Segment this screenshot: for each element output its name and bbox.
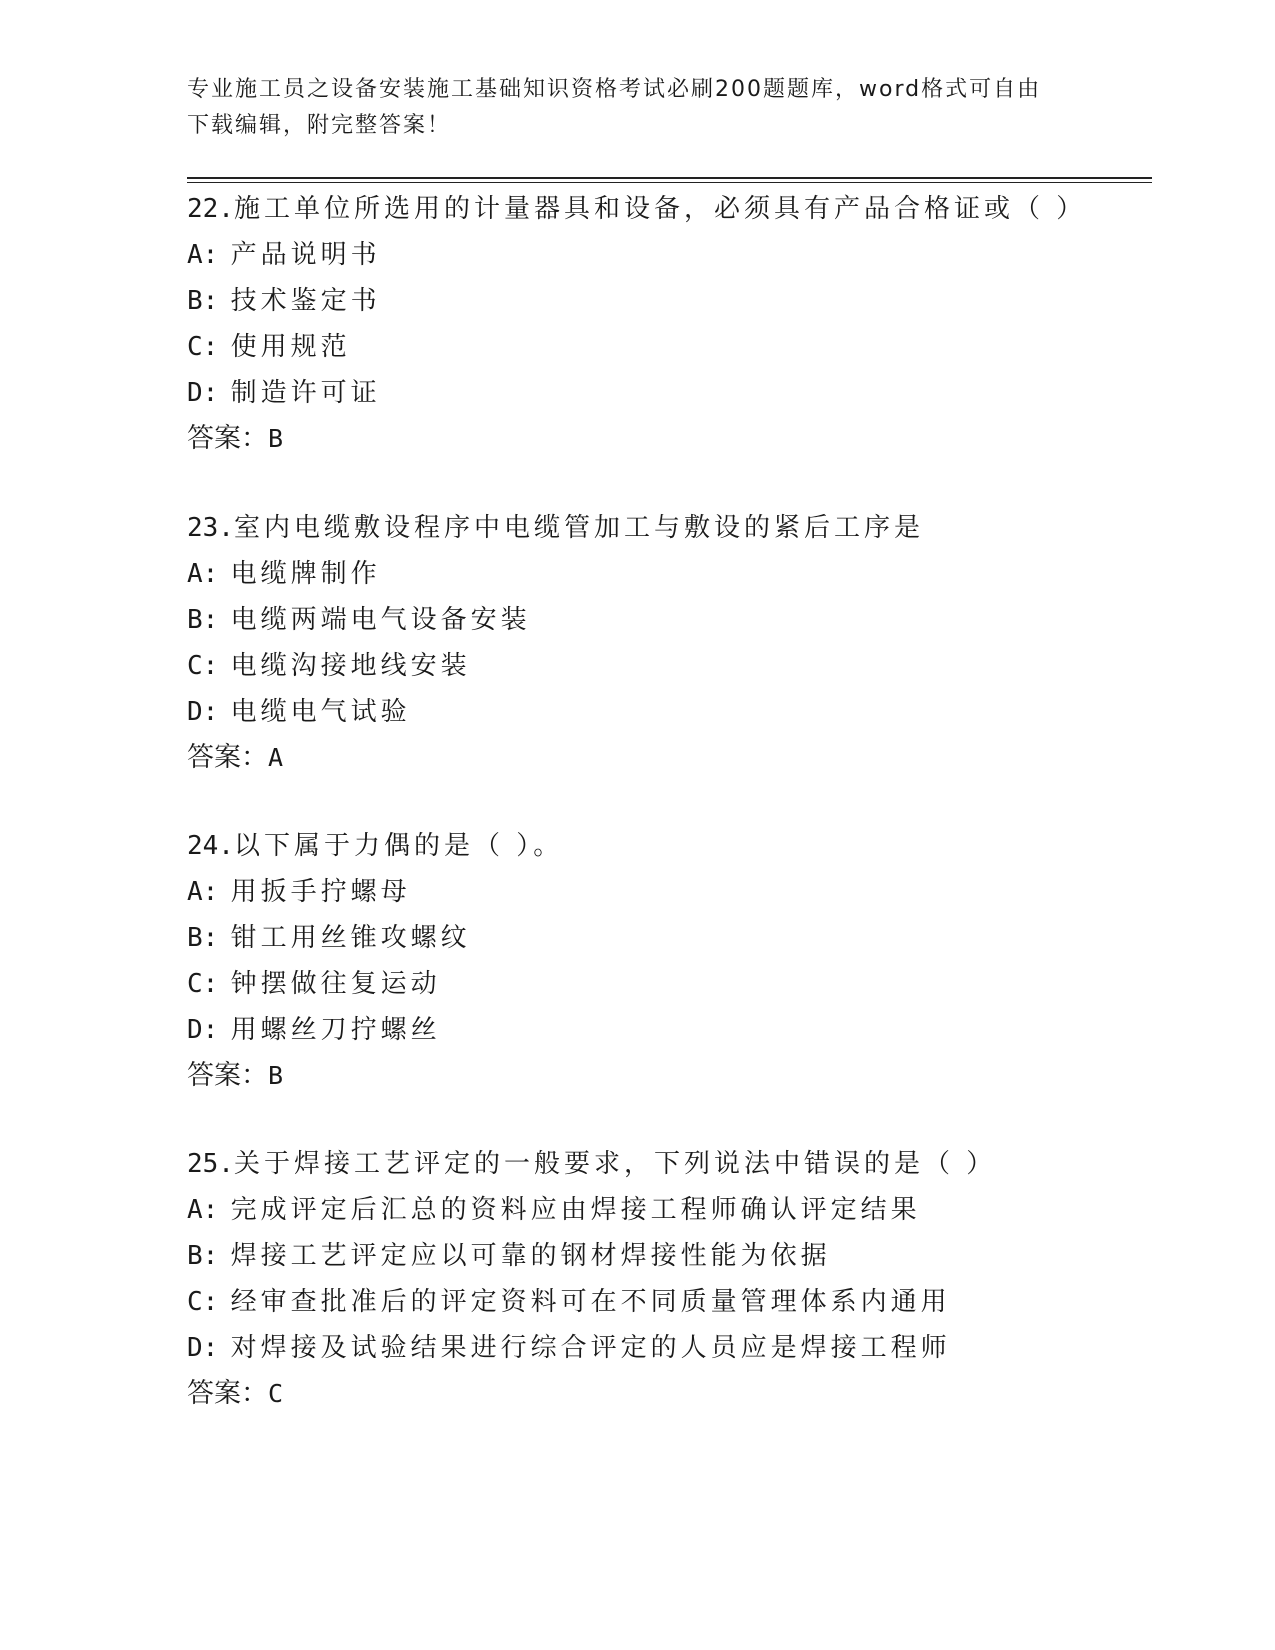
question-text: 室内电缆敷设程序中电缆管加工与敷设的紧后工序是: [233, 513, 924, 543]
option-letter: D:: [187, 697, 219, 727]
option-text: 电缆两端电气设备安装: [230, 605, 531, 635]
option-text: 焊接工艺评定应以可靠的钢材焊接性能为依据: [230, 1241, 831, 1271]
option-d: [187, 1325, 1167, 1371]
option-d: [187, 1007, 1167, 1053]
question-number: 25.: [187, 1149, 234, 1179]
option-letter: C:: [187, 332, 219, 362]
question-22: [187, 186, 1167, 462]
answer-line: [187, 1371, 1167, 1417]
option-letter: B:: [187, 286, 219, 316]
option-text: 电缆电气试验: [230, 697, 411, 727]
option-text: 用扳手拧螺母: [230, 877, 411, 907]
answer-value: C: [268, 1379, 284, 1408]
question-number: 23.: [187, 513, 234, 543]
option-letter: A:: [187, 559, 219, 589]
option-text: 完成评定后汇总的资料应由焊接工程师确认评定结果: [230, 1195, 921, 1225]
option-text: 经审查批准后的评定资料可在不同质量管理体系内通用: [230, 1287, 951, 1317]
question-text: 关于焊接工艺评定的一般要求，下列说法中错误的是（ ）: [233, 1149, 997, 1179]
option-text: 钳工用丝锥攻螺纹: [230, 923, 471, 953]
question-25: [187, 1141, 1167, 1417]
option-letter: A:: [187, 877, 219, 907]
header-divider-thick: [187, 177, 1152, 179]
option-c: [187, 1279, 1167, 1325]
question-stem: [187, 1141, 1167, 1187]
question-stem: [187, 823, 1167, 869]
question-24: [187, 823, 1167, 1099]
option-a: [187, 869, 1167, 915]
option-c: [187, 324, 1167, 370]
option-letter: C:: [187, 969, 219, 999]
option-text: 产品说明书: [230, 240, 381, 270]
option-d: [187, 370, 1167, 416]
answer-label: 答案：: [187, 1378, 268, 1409]
header-line-2: 下载编辑，附完整答案！: [187, 113, 452, 138]
option-text: 技术鉴定书: [230, 286, 381, 316]
question-stem: [187, 186, 1167, 232]
option-text: 电缆沟接地线安装: [230, 651, 471, 681]
document-header: [187, 72, 1067, 144]
option-c: [187, 643, 1167, 689]
question-stem: [187, 505, 1167, 551]
option-a: [187, 1187, 1167, 1233]
header-divider-thin: [187, 182, 1152, 183]
answer-line: [187, 1053, 1167, 1099]
option-letter: C:: [187, 1287, 219, 1317]
answer-label: 答案：: [187, 742, 268, 773]
option-a: [187, 232, 1167, 278]
option-b: [187, 1233, 1167, 1279]
question-text: 施工单位所选用的计量器具和设备，必须具有产品合格证或（ ）: [233, 194, 1087, 224]
option-letter: C:: [187, 651, 219, 681]
question-number: 22.: [187, 194, 234, 224]
answer-line: [187, 416, 1167, 462]
question-number: 24.: [187, 831, 234, 861]
answer-value: A: [268, 743, 284, 772]
question-text: 以下属于力偶的是（ ）。: [233, 831, 564, 861]
option-letter: D:: [187, 1015, 219, 1045]
option-letter: A:: [187, 240, 219, 270]
option-letter: B:: [187, 1241, 219, 1271]
option-letter: D:: [187, 378, 219, 408]
option-letter: B:: [187, 605, 219, 635]
option-d: [187, 689, 1167, 735]
answer-value: B: [268, 424, 284, 453]
option-text: 钟摆做往复运动: [230, 969, 441, 999]
option-text: 电缆牌制作: [230, 559, 381, 589]
question-23: [187, 505, 1167, 781]
option-b: [187, 597, 1167, 643]
option-b: [187, 915, 1167, 961]
option-letter: A:: [187, 1195, 219, 1225]
option-text: 用螺丝刀拧螺丝: [230, 1015, 441, 1045]
answer-label: 答案：: [187, 1060, 268, 1091]
option-text: 制造许可证: [230, 378, 381, 408]
option-b: [187, 278, 1167, 324]
option-a: [187, 551, 1167, 597]
option-letter: B:: [187, 923, 219, 953]
answer-label: 答案：: [187, 423, 268, 454]
option-text: 对焊接及试验结果进行综合评定的人员应是焊接工程师: [230, 1333, 951, 1363]
option-c: [187, 961, 1167, 1007]
answer-line: [187, 735, 1167, 781]
option-letter: D:: [187, 1333, 219, 1363]
answer-value: B: [268, 1061, 284, 1090]
header-line-1: 专业施工员之设备安装施工基础知识资格考试必刷200题题库，word格式可自由: [187, 77, 1042, 102]
option-text: 使用规范: [230, 332, 351, 362]
